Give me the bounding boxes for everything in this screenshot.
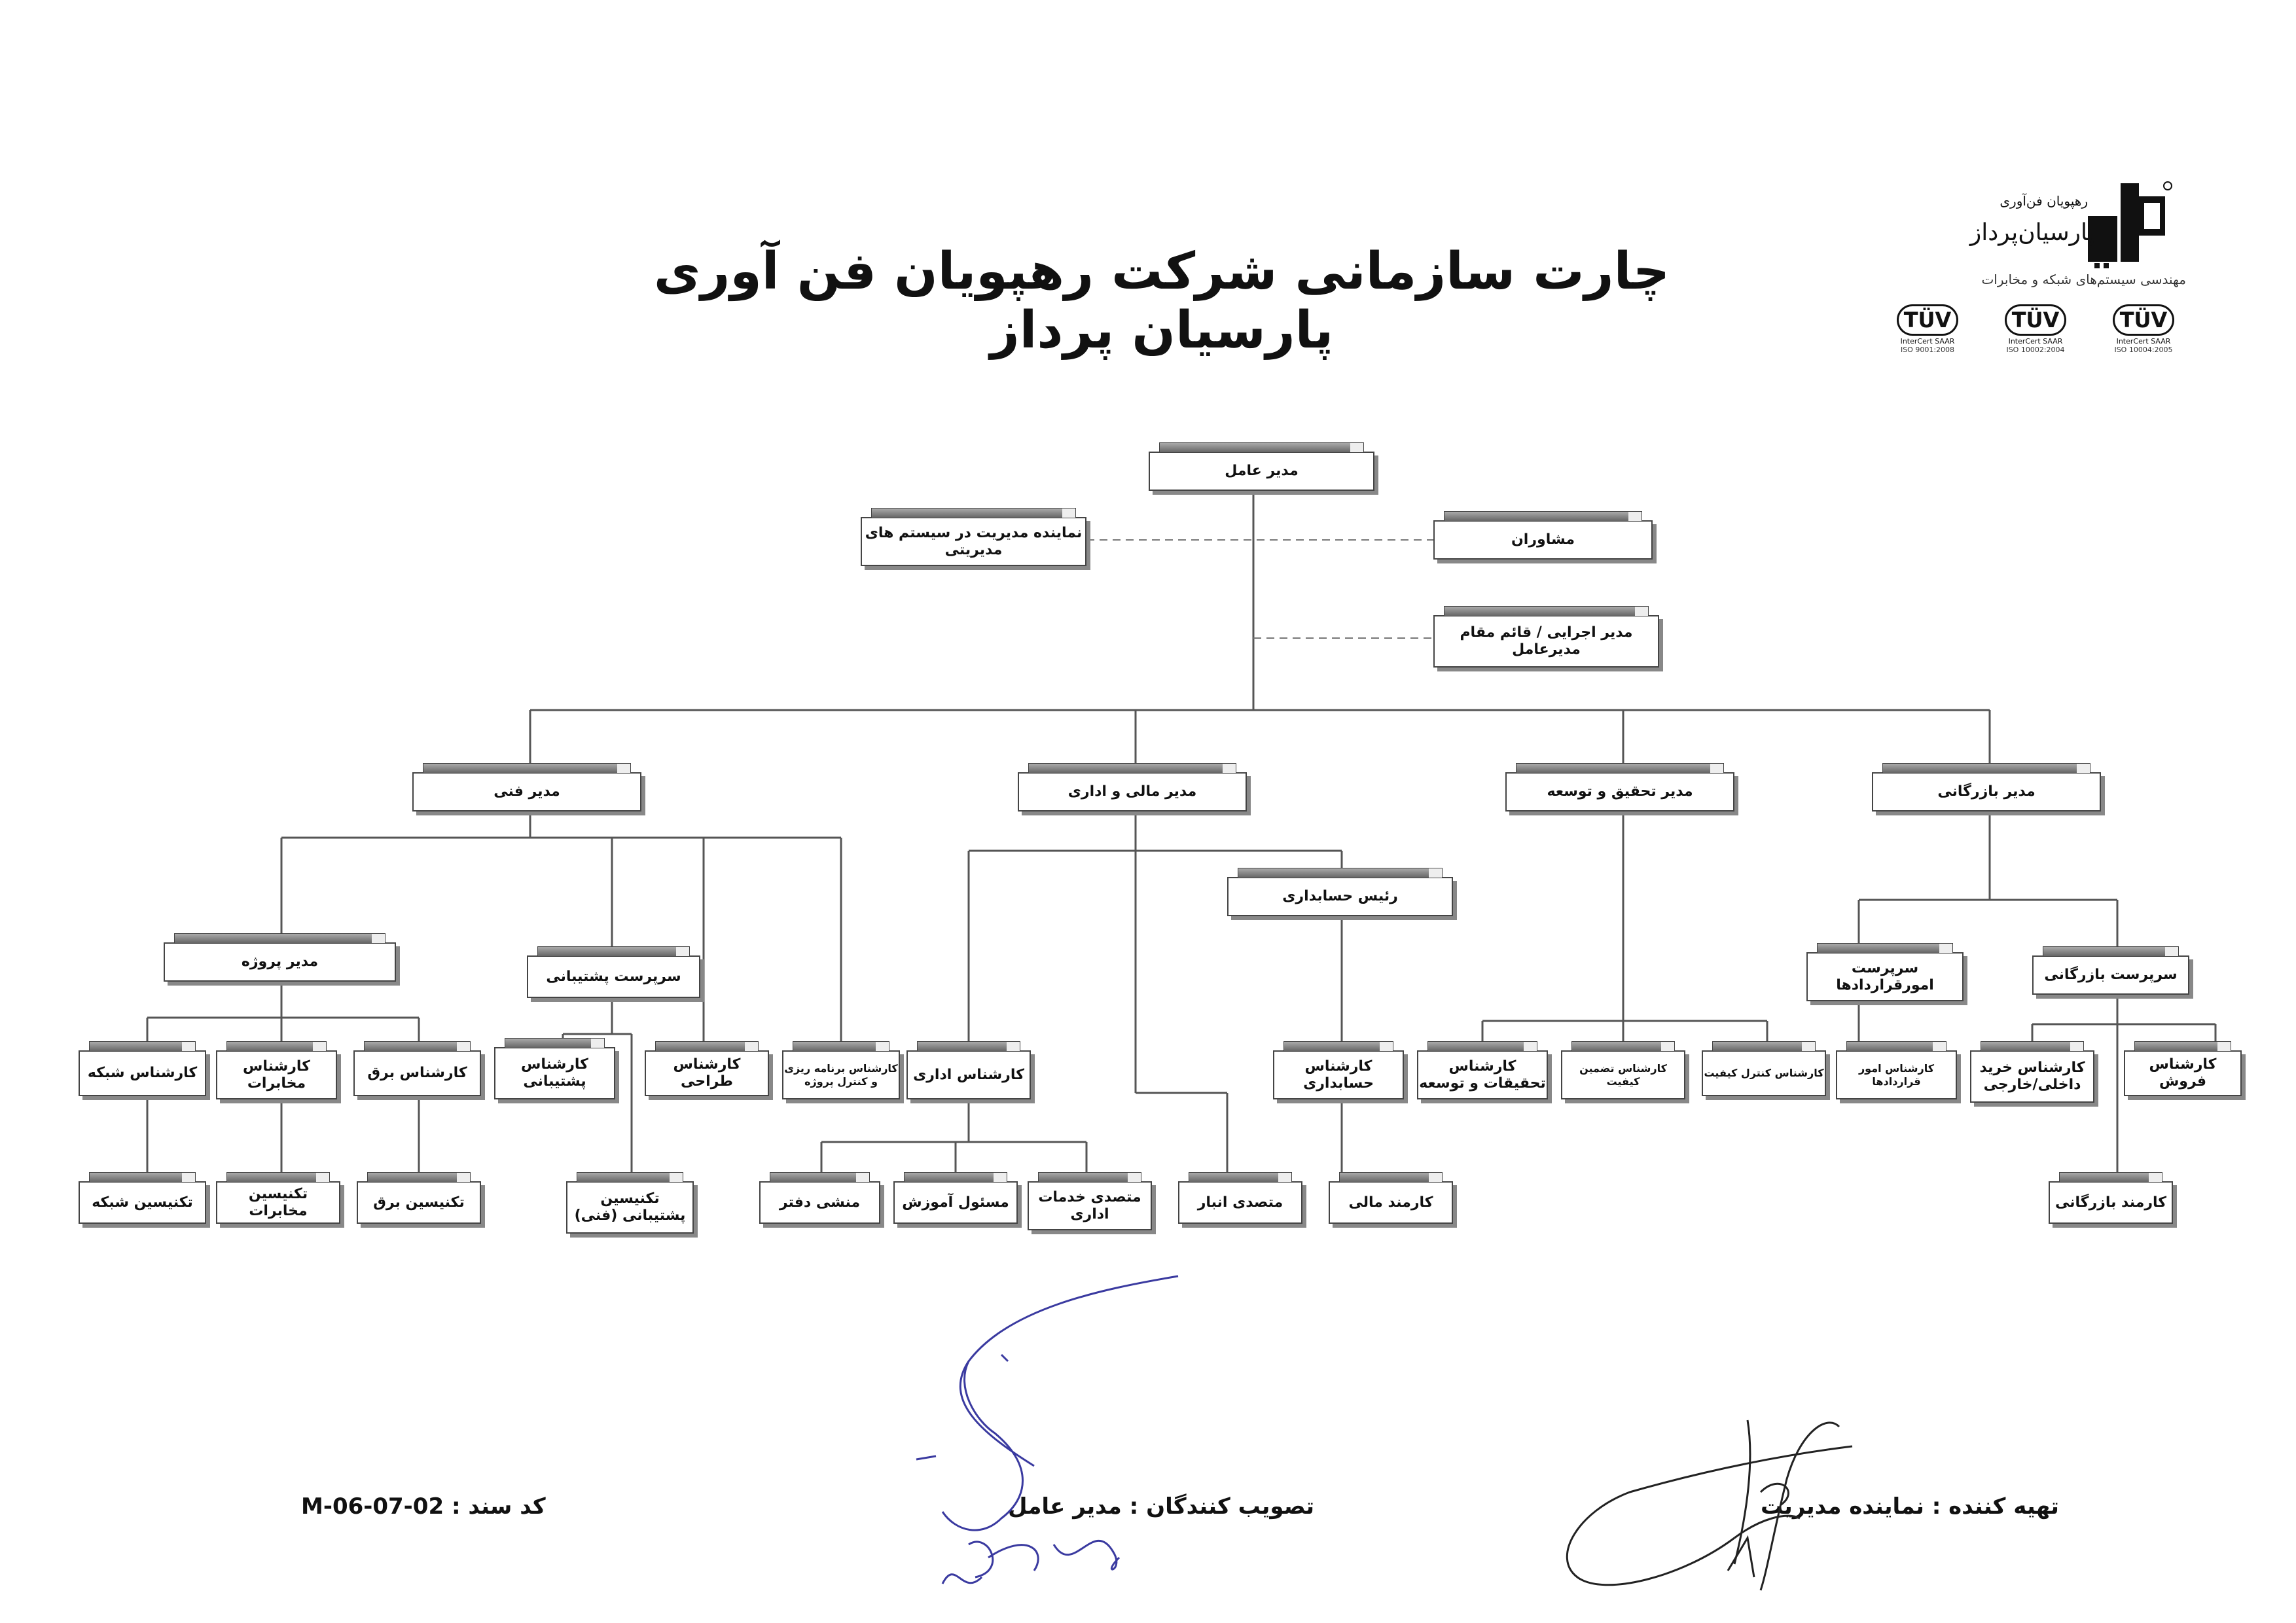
- box-header-bar: [367, 1172, 471, 1182]
- org-box-label: کارشناس پشتیبانی: [521, 1056, 588, 1090]
- org-box-label: متصدی خدمات اداری: [1038, 1188, 1141, 1222]
- box-header-bar: [577, 1172, 683, 1182]
- org-box-sales-expert: [2124, 1050, 2242, 1096]
- org-box-admin-services-clerk: [1028, 1181, 1152, 1230]
- org-box-label: سرپرست بازرگانی: [2044, 967, 2178, 983]
- box-header-bar: [505, 1038, 605, 1048]
- org-box-label: مدیر مالی و اداری: [1067, 783, 1197, 800]
- org-box-label: کارشناس شبکه: [87, 1065, 198, 1081]
- cert-standard: ISO 9001:2008: [1900, 346, 1955, 354]
- box-header-bar: [537, 946, 690, 956]
- org-box-label: کارمند بازرگانی: [2054, 1194, 2167, 1211]
- box-header-bar: [1159, 442, 1364, 452]
- org-box-label: نماینده مدیریت در سیستم های مدیریتی: [865, 524, 1083, 558]
- cert-mark: TÜV: [2005, 304, 2067, 336]
- org-box-telecom-technician: [216, 1181, 340, 1224]
- document-code-label: کد سند :: [451, 1493, 546, 1520]
- org-box-accounting-expert: [1273, 1050, 1404, 1099]
- org-box-project-manager: [164, 942, 396, 982]
- box-header-bar: [226, 1041, 327, 1051]
- org-box-label: مدیر تحقیق و توسعه: [1547, 783, 1693, 800]
- box-header-bar: [1427, 1041, 1537, 1051]
- brand-tagline: رهپویان فن‌آوری: [2000, 193, 2088, 209]
- org-box-commerce-supervisor: [2032, 955, 2189, 995]
- org-box-management-representative: [861, 517, 1086, 566]
- org-box-label: مسئول آموزش: [902, 1194, 1009, 1211]
- box-header-bar: [1038, 1172, 1141, 1182]
- org-box-label: کارشناس کنترل کیفیت: [1704, 1067, 1824, 1079]
- box-header-bar: [1846, 1041, 1946, 1051]
- org-box-commerce-clerk: [2049, 1181, 2173, 1224]
- org-box-label: سرپرست امورقراردادها: [1836, 959, 1934, 993]
- org-box-label: کارشناس اداری: [913, 1066, 1024, 1083]
- org-box-label: مدیر بازرگانی: [1937, 783, 2036, 800]
- box-header-bar: [1444, 606, 1649, 616]
- org-box-research-expert: [1417, 1050, 1548, 1099]
- cert-issuer: InterCert SAAR: [2008, 337, 2063, 346]
- org-box-label: مدیر فنی: [493, 783, 560, 800]
- org-box-label: سرپرست پشتیبانی: [546, 968, 681, 985]
- box-header-bar: [1444, 511, 1642, 521]
- cert-standard: ISO 10004:2005: [2114, 346, 2173, 354]
- box-header-bar: [1516, 763, 1724, 773]
- org-box-quality-assurance-expert: [1561, 1050, 1685, 1099]
- org-box-label: مدیر اجرایی / قائم مقام مدیرعامل: [1460, 624, 1633, 658]
- org-box-quality-control-expert: [1702, 1050, 1826, 1096]
- org-box-rnd-manager: [1505, 772, 1734, 812]
- box-header-bar: [1981, 1041, 2084, 1051]
- org-box-telecom-expert: [216, 1050, 337, 1099]
- box-header-bar: [423, 763, 631, 773]
- org-box-label: تکنیسین پشتیبانی (فنی): [574, 1190, 686, 1224]
- org-box-purchase-expert: [1970, 1050, 2094, 1103]
- org-box-electrical-technician: [357, 1181, 481, 1224]
- org-box-network-expert: [79, 1050, 206, 1096]
- box-header-bar: [904, 1172, 1007, 1182]
- org-box-chief-accountant: [1227, 877, 1453, 916]
- org-box-label: مدیر پروژه: [241, 954, 319, 970]
- box-header-bar: [1712, 1041, 1816, 1051]
- box-header-bar: [1238, 868, 1443, 878]
- cert-mark: TÜV: [1897, 304, 1959, 336]
- org-box-label: کارشناس برنامه ریزی و کنترل پروژه: [784, 1061, 898, 1088]
- org-box-label: مدیر عامل: [1225, 463, 1299, 479]
- box-header-bar: [226, 1172, 330, 1182]
- org-box-label: کارشناس تحقیقات و توسعه: [1419, 1058, 1546, 1092]
- org-box-label: رئیس حسابداری: [1282, 888, 1398, 904]
- org-box-planning-control-expert: [782, 1050, 900, 1099]
- document-code: [301, 1493, 546, 1520]
- box-header-bar: [364, 1041, 471, 1051]
- org-box-label: کارشناس طراحی: [673, 1056, 741, 1090]
- box-header-bar: [1189, 1172, 1292, 1182]
- cert-standard: ISO 10002:2004: [2006, 346, 2065, 354]
- box-header-bar: [1571, 1041, 1675, 1051]
- box-header-bar: [770, 1172, 870, 1182]
- box-header-bar: [917, 1041, 1020, 1051]
- box-header-bar: [871, 508, 1076, 518]
- preparer-signature: [1551, 1407, 1859, 1603]
- box-header-bar: [1339, 1172, 1443, 1182]
- box-header-bar: [1817, 943, 1953, 953]
- org-box-label: کارشناس خرید داخلی/خارجی: [1979, 1060, 2085, 1093]
- org-box-label: تکنیسین مخابرات: [248, 1185, 308, 1219]
- org-box-commerce-manager: [1872, 772, 2101, 812]
- org-box-secretary: [759, 1181, 880, 1224]
- org-box-network-technician: [79, 1181, 206, 1224]
- org-box-label: کارشناس تضمین کیفیت: [1579, 1061, 1667, 1088]
- document-code-value: M-06-07-02: [301, 1493, 444, 1520]
- box-header-bar: [89, 1041, 196, 1051]
- approvers-label: تصویب کنندگان : مدیر عامل: [1008, 1493, 1315, 1520]
- cert-issuer: InterCert SAAR: [2116, 337, 2171, 346]
- ceo-signature: [903, 1270, 1211, 1610]
- org-box-training-officer: [893, 1181, 1018, 1224]
- org-box-label: کارشناس فروش: [2149, 1056, 2217, 1090]
- box-header-bar: [2059, 1172, 2162, 1182]
- cert-mark: TÜV: [2113, 304, 2175, 336]
- org-box-contracts-expert: [1836, 1050, 1957, 1099]
- org-box-label: تکنیسین برق: [373, 1194, 465, 1211]
- org-box-label: کارمند مالی: [1348, 1194, 1433, 1211]
- box-header-bar: [2043, 946, 2179, 956]
- org-box-ceo: [1149, 452, 1374, 491]
- box-header-bar: [1283, 1041, 1393, 1051]
- brand-subtitle: مهندسی سیستم‌های شبکه و مخابرات: [1981, 272, 2186, 287]
- org-box-executive-deputy: [1433, 615, 1659, 668]
- org-box-admin-expert: [906, 1050, 1031, 1099]
- org-box-label: کارشناس امور قراردادها: [1858, 1061, 1935, 1088]
- org-box-label: تکنیسین شبکه: [92, 1194, 193, 1211]
- org-box-label: کارشناس مخابرات: [243, 1058, 310, 1092]
- org-box-support-expert: [494, 1047, 615, 1099]
- org-box-warehouse-keeper: [1178, 1181, 1302, 1224]
- page-title: چارت سازمانی شرکت رهپویان فن آوری پارسیان پرداز: [653, 242, 1670, 360]
- cert-issuer: InterCert SAAR: [1900, 337, 1955, 346]
- org-box-finance-clerk: [1329, 1181, 1453, 1224]
- org-box-support-technician: [566, 1181, 694, 1234]
- org-box-finance-admin-manager: [1018, 772, 1247, 812]
- box-header-bar: [655, 1041, 759, 1051]
- org-box-label: منشی دفتر: [779, 1194, 861, 1211]
- org-box-support-supervisor: [527, 955, 700, 998]
- org-box-electrical-expert: [353, 1050, 481, 1096]
- box-header-bar: [1028, 763, 1236, 773]
- org-box-label: مشاوران: [1511, 531, 1575, 548]
- box-header-bar: [174, 933, 386, 943]
- box-header-bar: [1882, 763, 2090, 773]
- org-box-technical-manager: [412, 772, 641, 812]
- preparer-label: تهیه کننده : نماینده مدیریت: [1761, 1493, 2059, 1520]
- box-header-bar: [793, 1041, 889, 1051]
- box-header-bar: [2134, 1041, 2231, 1051]
- org-box-design-expert: [645, 1050, 769, 1096]
- box-header-bar: [89, 1172, 196, 1182]
- org-box-label: کارشناس برق: [367, 1065, 467, 1081]
- org-box-contracts-supervisor: [1806, 952, 1964, 1001]
- org-box-label: متصدی انبار: [1197, 1194, 1283, 1211]
- brand-name: پارسیان‌پرداز: [1969, 219, 2094, 246]
- org-box-label: کارشناس حسابداری: [1303, 1058, 1374, 1092]
- org-box-advisors: [1433, 520, 1653, 560]
